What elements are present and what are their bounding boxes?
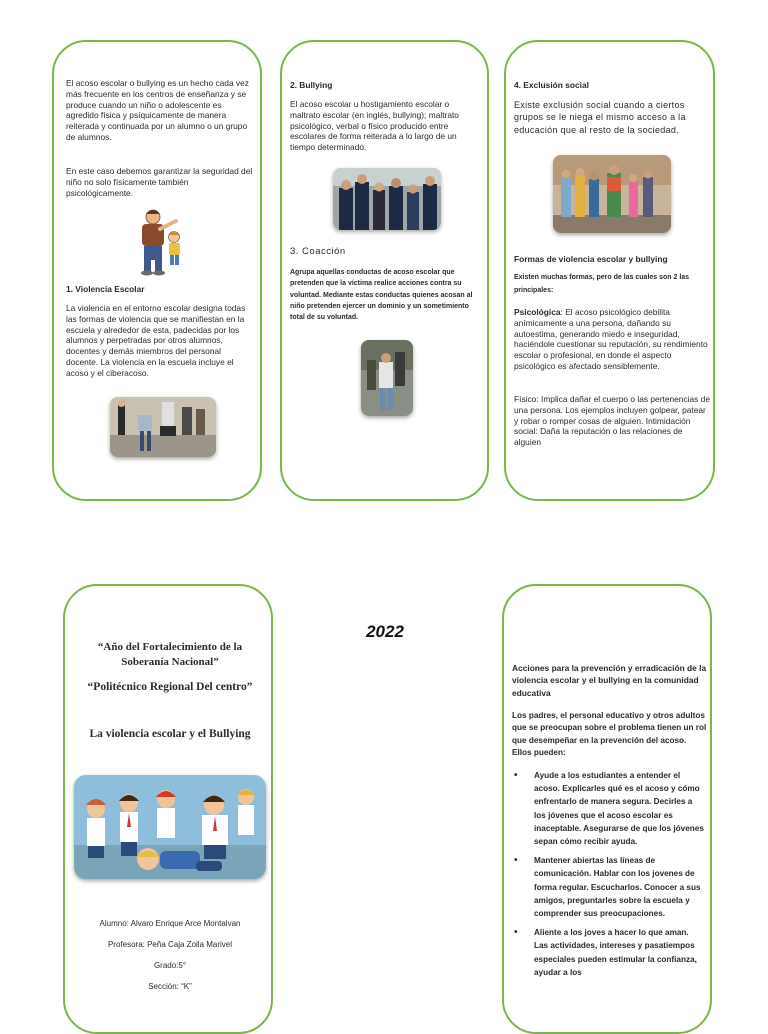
section2-title: 2. Bullying [290, 80, 333, 90]
forms-title: Formas de violencia escolar y bullying [514, 254, 668, 264]
psychological-label: Psicológica [514, 307, 561, 317]
year-label: 2022 [366, 622, 404, 641]
list-item: • Aliente a los joves a hacer lo que aman. Las actividades, intereses y pasatiempos especiales pueden estimular la confianza, ayudar a los [504, 926, 704, 979]
panel-exclusion [504, 40, 715, 501]
school-violence-photo [110, 397, 216, 457]
section2-body: El acoso escolar u hostigamiento escolar o maltrato escolar (en inglés, bullying); maltrato psicológico, verbal o físico producido entre escolares de forma reiterada a lo largo de un tiempo determinado. [290, 99, 459, 153]
section4-body: Existe exclusión social cuando a ciertos grupos se le niega el mismo acceso a la educación que al resto de la sociedad. [514, 100, 686, 135]
prevention-title: Acciones para la prevención y erradicación de la violencia escolar y el bullying en la comunidad educativa [512, 663, 707, 698]
cover-title: La violencia escolar y el Bullying [89, 728, 251, 740]
panel-prevention [502, 584, 712, 1034]
bullying-cartoon-illustration [136, 207, 186, 277]
bullying-group-photo [333, 168, 441, 230]
prevention-list [504, 769, 704, 985]
section1-body: La violencia en el entorno escolar designa todas las formas de violencia que se manifiestan en la escuela y alrededor de esta, padecidas por los alumnos y perpetradas por otros alumnos, docentes y demás miembros del personal docente. La violencia en la escuela incluye el acoso y el ciberacoso. [66, 303, 246, 378]
teacher-name: Profesora: Peña Caja Zoila Marivel [107, 940, 233, 949]
coercion-photo [361, 340, 413, 416]
school-name: “Politécnico Regional Del centro” [87, 681, 253, 693]
intro-paragraph-1: El acoso escolar o bullying es un hecho cada vez más frecuente en los centros de enseñanza y se produce cuando un niño o adolescente es agredido física y psíquicamente de manera reiterada y continuada por un alumno o un grupo de alumnos. [66, 78, 249, 142]
section3-title: 3. Coacción [290, 246, 346, 257]
panel-cover [63, 584, 273, 1034]
panel-intro [52, 40, 262, 501]
year-motto: “Año del Fortalecimiento de la Soberanía Nacional” [97, 641, 243, 668]
forms-intro: Existen muchas formas, pero de las cuales son 2 las principales: [514, 274, 690, 294]
section3-body: Agrupa aquellas conductas de acoso escolar que pretenden que la víctima realice acciones contra su voluntad. Mediante estas conductas quienes acosan al niño pretenden ejercer un dominio y un sometimiento total de su voluntad. [290, 269, 473, 322]
intro-paragraph-2: En este caso debemos garantizar la seguridad del niño no solo físicamente también psicológicamente. [66, 166, 253, 198]
physical-form: Físico: Implica dañar el cuerpo o las pertenencias de una persona. Los ejemplos incluyen golpear, patear y robar o romper cosas de alguien. Intimidación social: Daña la reputación o las relaciones de alguien [514, 394, 710, 448]
prevention-intro: Los padres, el personal educativo y otros adultos que se preocupan sobre el problema tienen un rol que desempeñar en la prevención del acoso. Ellos pueden: [512, 711, 707, 758]
list-item: • Mantener abiertas las líneas de comunicación. Hablar con los jovenes de forma regular. Escucharlos. Conocer a sus amigos, preguntarles sobre la escuela y comprender sus preocupaciones. [504, 854, 704, 920]
psychological-form [514, 307, 710, 372]
panel-bullying [280, 40, 489, 501]
psychological-description: : El acoso psicológico debilita anímicamente a una persona, dañando su autoestima, generando miedo e inseguridad, haciéndole cuestionar su reputación, su rendimiento escolar o profesional, en donde el aspecto psicológico es afectado sensiblemente. [514, 307, 708, 371]
grade-label: Grado:5° [153, 961, 187, 970]
section-label: Sección: “K” [148, 982, 192, 991]
section1-title: 1. Violencia Escolar [66, 284, 145, 294]
children-bullying-cartoon [74, 775, 266, 879]
social-exclusion-photo [553, 155, 671, 233]
list-item: • Ayude a los estudiantes a entender el acoso. Explicarles qué es el acoso y cómo enfrentarlo de manera segura. Decirles a los jóvenes que el acoso escolar es inaceptable. Asegurarse de que los jóvenes sepan cómo recibir ayuda. [504, 769, 704, 848]
section4-title: 4. Exclusión social [514, 80, 589, 90]
student-name: Alumno: Alvaro Enrique Arce Montalvan [99, 919, 241, 928]
